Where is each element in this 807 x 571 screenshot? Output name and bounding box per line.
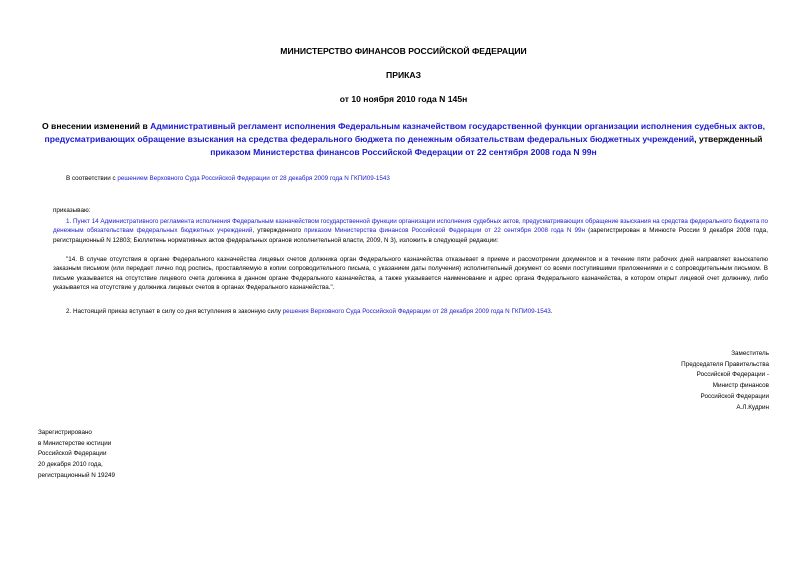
registration-line: в Министерстве юстиции: [38, 439, 112, 447]
item-2-suffix: .: [550, 308, 553, 315]
registration-line: Российской Федерации: [38, 450, 107, 458]
signature-line: Заместитель: [731, 350, 769, 357]
basis-prefix: В соответствии с: [66, 175, 118, 182]
document-type-heading: ПРИКАЗ: [386, 70, 421, 80]
signatory-name: А.Л.Кудрин: [736, 403, 769, 411]
item-2-prefix: 2. Настоящий приказ вступает в силу со дня вступления в законную силу: [66, 308, 283, 315]
document-title: [40, 120, 767, 159]
signature-line: Министр финансов: [712, 382, 769, 390]
supreme-court-decision-link[interactable]: решением Верховного Суда Российской Федерации от 28 декабря 2009 года N ГКПИ09-1543: [117, 175, 390, 182]
registration-block: [38, 428, 115, 482]
basis-paragraph: [66, 174, 390, 183]
item-1-order-link[interactable]: приказом Министерства финансов Российской Федерации от 22 сентября 2008 года N 99н: [304, 227, 586, 235]
regulation-link[interactable]: Административный регламент исполнения Федеральным казначейством государственной функции организации исполнения судебных актов, предусматривающих обращение взыскания на средства федерального бюджета по денежным обязательствам федеральных бюджетных учреждений: [44, 121, 766, 144]
signature-line: Председателя Правительства: [681, 360, 769, 368]
orders-word: приказываю:: [53, 207, 91, 214]
title-prefix: О внесении изменений в: [41, 121, 151, 131]
ministry-heading: МИНИСТЕРСТВО ФИНАНСОВ РОССИЙСКОЙ ФЕДЕРАЦИИ: [280, 46, 527, 56]
document-date-number: от 10 ноября 2010 года N 145н: [339, 94, 468, 104]
item-1-middle: , утвержденного: [252, 227, 305, 235]
item-2-decision-link[interactable]: решения Верховного Суда Российской Федерации от 28 декабря 2009 года N ГКПИ09-1543: [282, 308, 551, 315]
registration-date: 20 декабря 2010 года,: [38, 461, 103, 469]
quoted-clause-text: "14. В случае отсутствия в органе Федерального казначейства лицевых счетов должника орган Федерального казначейства отказывает в приеме и рассмотрении документов и в течение пяти рабочих дней направляет взыскателю заказным письмом (или передает лично под роспись, проставляемую в копии сопроводительного письма, с указанием даты получения) исполнительный документ со всеми поступившими приложениями и с сопроводительным письмом. В письме указывается на отсутствие лицевого счета должника в данном органе Федерального казначейства, а также указывается наименование и адрес органа Федерального казначейства, в котором открыт лицевой счет должнику, либо указывается на отсутствие у должника лицевых счетов в органах Федерального казначейства.".: [53, 256, 768, 292]
signature-block: [681, 349, 769, 413]
quoted-clause-14: [53, 255, 768, 293]
item-1-paragraph: [53, 217, 768, 245]
registration-line: Зарегистрировано: [38, 429, 92, 436]
signature-line: Российской Федерации: [700, 392, 769, 400]
item-1-regulation-link[interactable]: 1. Пункт 14 Административного регламента исполнения Федеральным казначейством государственной функции организации исполнения судебных актов, предусматривающих обращение взыскания на средства федерального бюджета по денежным обязательствам федеральных бюджетных учреждений: [53, 218, 769, 235]
item-2-paragraph: [53, 307, 768, 316]
registration-number: регистрационный N 19249: [38, 471, 116, 479]
title-middle: , утвержденный: [694, 134, 763, 144]
order-99n-link[interactable]: приказом Министерства финансов Российской Федерации от 22 сентября 2008 года N 99н: [210, 147, 597, 157]
item-1-rest: (зарегистрирован в Минюсте России 9 декабря 2008 года, регистрационный N 12803; Бюллетень нормативных актов федеральных органов исполнительной власти, 2009, N 3), изложить в следующей редакции:: [53, 227, 768, 244]
signature-line: Российской Федерации -: [696, 371, 769, 379]
